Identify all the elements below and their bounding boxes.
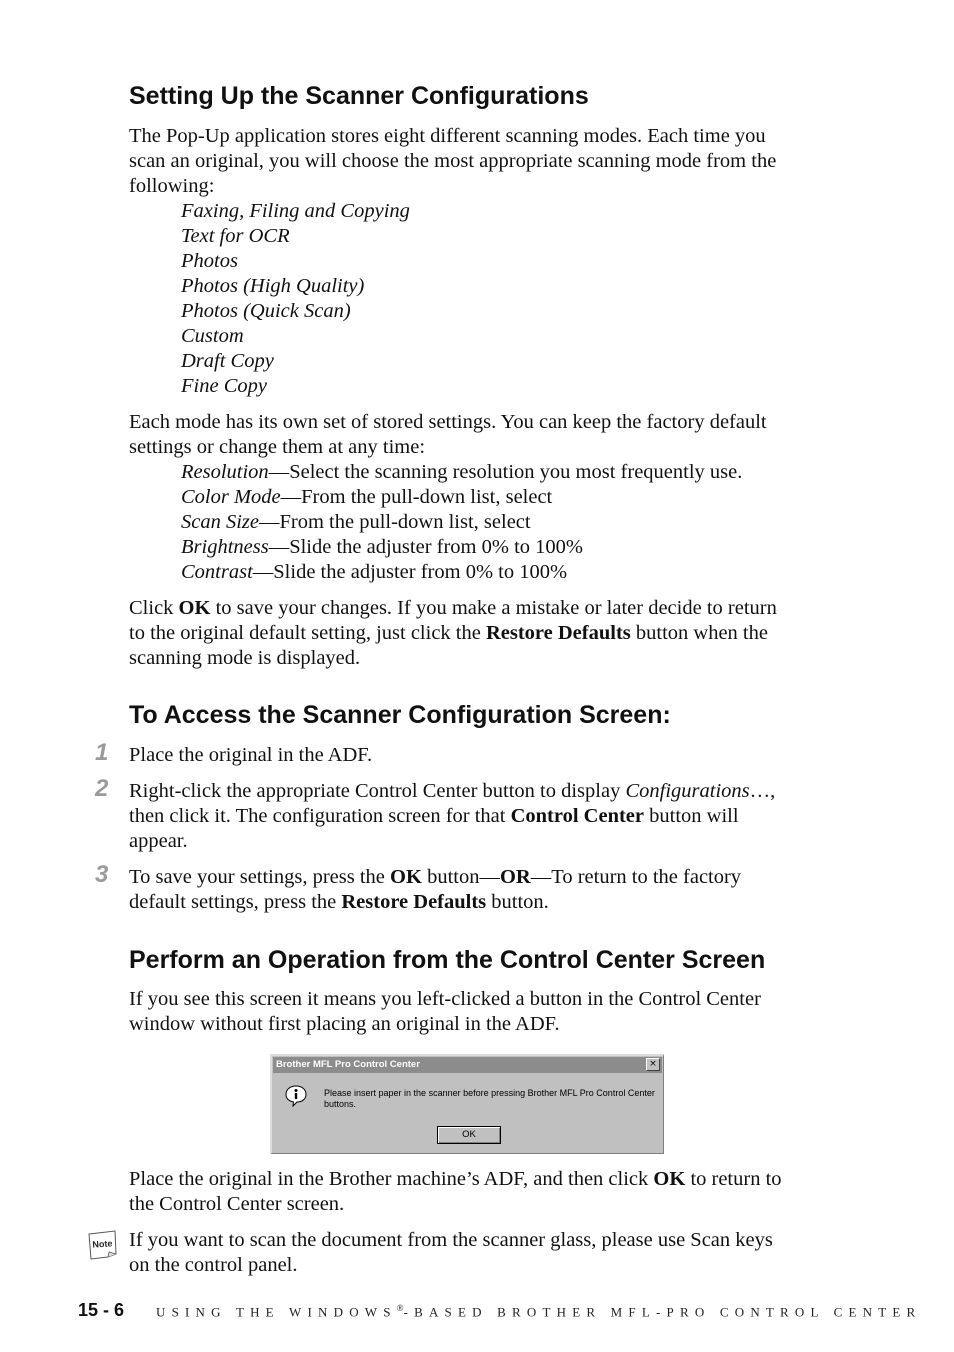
setting-item xyxy=(181,535,742,560)
section-heading-access-config-screen: To Access the Scanner Configuration Screen: xyxy=(129,701,671,729)
setting-item xyxy=(181,510,742,535)
setting-desc: —Slide the adjuster from 0% to 100% xyxy=(268,536,583,558)
mode-item: Custom xyxy=(181,325,244,347)
setting-name: Contrast xyxy=(181,561,253,583)
mode-item: Photos (Quick Scan) xyxy=(181,300,351,322)
intro-paragraph xyxy=(129,124,829,199)
ok-button[interactable]: OK xyxy=(437,1126,501,1144)
text-line: scan an original, you will choose the most appropriate scanning mode from the xyxy=(129,150,777,172)
step-number: 2 xyxy=(95,775,109,802)
text-line: Each mode has its own set of stored settings. You can keep the factory default xyxy=(129,411,767,433)
mode-item: Text for OCR xyxy=(181,225,290,247)
after-dialog-paragraph xyxy=(129,1167,829,1217)
text-line: If you want to scan the document from the scanner glass, please use Scan keys xyxy=(129,1229,773,1251)
setting-name: Brightness xyxy=(181,536,269,558)
svg-text:Note: Note xyxy=(92,1238,113,1250)
section-heading-scanner-configurations: Setting Up the Scanner Configurations xyxy=(129,82,589,110)
text-line: to the original default setting, just click the Restore Defaults button when the xyxy=(129,622,768,644)
mode-item: Photos xyxy=(181,250,238,272)
dialog-title: Brother MFL Pro Control Center xyxy=(276,1059,420,1070)
setting-desc: —Slide the adjuster from 0% to 100% xyxy=(252,561,568,583)
page-number: 15 - 6 xyxy=(78,1300,125,1320)
text-line: window without first placing an original in the ADF. xyxy=(129,1013,560,1035)
step-number: 3 xyxy=(95,861,109,888)
text-line: on the control panel. xyxy=(129,1254,298,1276)
text-line: settings or change them at any time: xyxy=(129,436,426,458)
step-number: 1 xyxy=(95,739,109,766)
setting-item xyxy=(181,560,742,585)
setting-item xyxy=(181,485,742,510)
text-line: Place the original in the Brother machine’s ADF, and then click OK to return to xyxy=(129,1168,782,1190)
text-line: scanning mode is displayed. xyxy=(129,647,361,669)
setting-name: Scan Size xyxy=(181,511,259,533)
mode-item: Faxing, Filing and Copying xyxy=(181,200,410,222)
scanning-modes-list xyxy=(181,199,410,399)
setting-desc: —From the pull-down list, select xyxy=(280,486,553,508)
note-icon xyxy=(86,1230,118,1260)
note-paragraph xyxy=(129,1228,829,1278)
setting-item xyxy=(181,460,742,485)
close-icon[interactable]: × xyxy=(646,1058,660,1071)
step-text: Right-click the appropriate Control Center button to display Configurations…, then click it. The configuration screen for that Control Center button will appear. xyxy=(129,780,776,852)
text-line: Click OK to save your changes. If you make a mistake or later decide to return xyxy=(129,597,777,619)
setting-desc: —From the pull-down list, select xyxy=(259,511,531,533)
running-footer-title: USING THE WINDOWS®-BASED BROTHER MFL-PRO CONTROL CENTER xyxy=(156,1303,922,1320)
settings-intro-paragraph xyxy=(129,410,829,460)
dialog-title-bar xyxy=(273,1057,662,1073)
dialog-message: Please insert paper in the scanner before pressing Brother MFL Pro Control Center buttons. xyxy=(324,1088,655,1109)
mode-item: Fine Copy xyxy=(181,375,267,397)
text-line: the Control Center screen. xyxy=(129,1193,345,1215)
click-ok-paragraph xyxy=(129,596,829,671)
info-icon xyxy=(284,1084,308,1108)
setting-name: Color Mode xyxy=(181,486,281,508)
step-text: To save your settings, press the OK button—OR—To return to the factory default settings, press the Restore Defaults button. xyxy=(129,866,742,913)
text-line: If you see this screen it means you left-clicked a button in the Control Center xyxy=(129,988,761,1010)
text-line: following: xyxy=(129,175,215,197)
setting-desc: —Select the scanning resolution you most frequently use. xyxy=(268,461,743,483)
section3-intro-paragraph xyxy=(129,987,829,1037)
mode-item: Photos (High Quality) xyxy=(181,275,365,297)
mode-item: Draft Copy xyxy=(181,350,274,372)
error-dialog xyxy=(270,1054,664,1154)
section-heading-perform-operation: Perform an Operation from the Control Center Screen xyxy=(129,946,766,974)
settings-list xyxy=(181,460,742,585)
setting-name: Resolution xyxy=(181,461,269,483)
text-line: The Pop-Up application stores eight different scanning modes. Each time you xyxy=(129,125,766,147)
step-text: Place the original in the ADF. xyxy=(129,744,373,766)
